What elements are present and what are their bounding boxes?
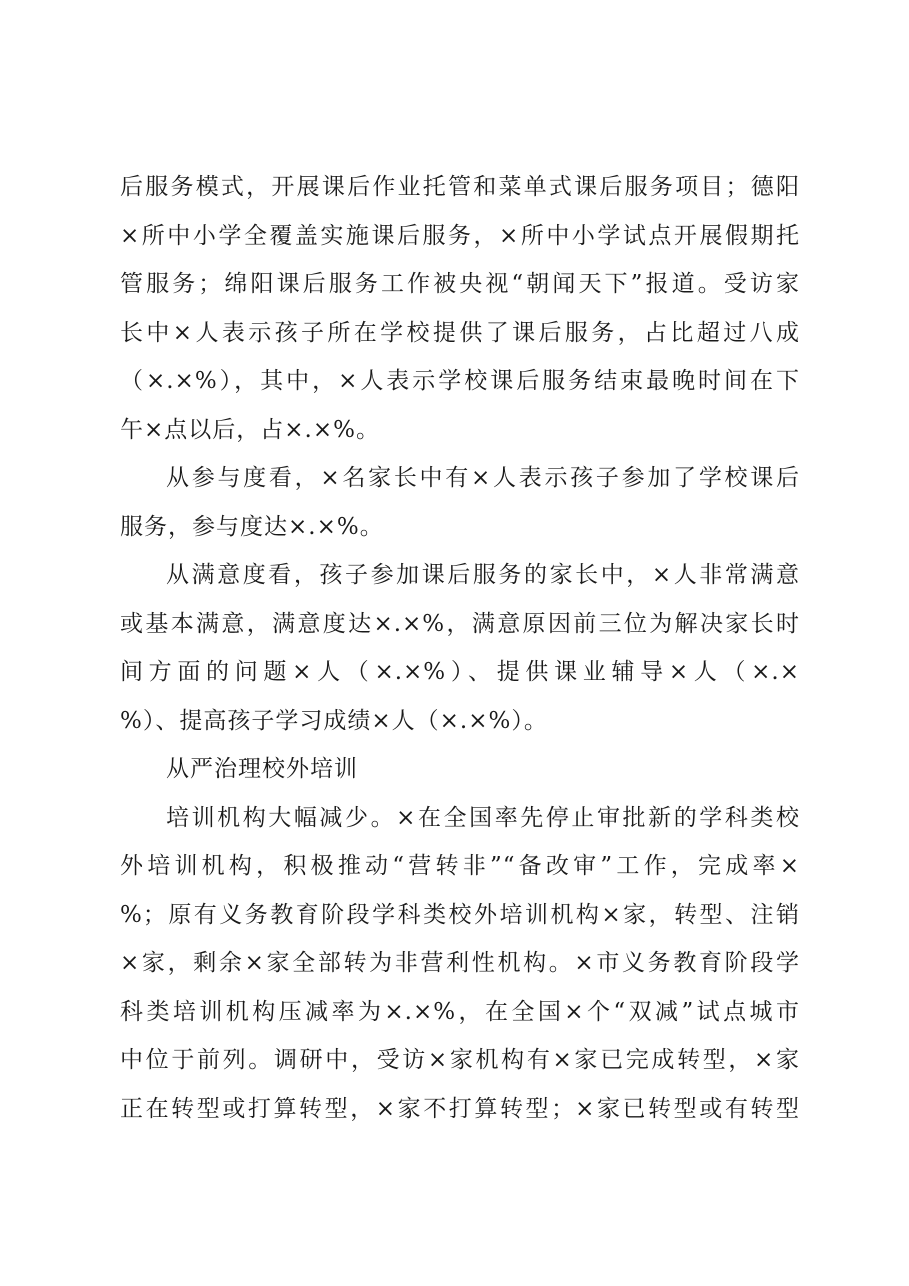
text-line: 间方面的问题×人（×.×%）、提供课业辅导×人（×.× bbox=[120, 659, 800, 685]
text-line: %）、提高孩子学习成绩×人（×.×%）。 bbox=[120, 707, 548, 734]
text-line: 后服务模式，开展课后作业托管和菜单式课后服务项目；德阳 bbox=[120, 174, 800, 200]
text-line: 服务，参与度达×.×%。 bbox=[120, 513, 384, 540]
text-line: 科类培训机构压减率为×.×%，在全国×个“双减”试点城市 bbox=[120, 998, 800, 1025]
text-line: （×.×%），其中，×人表示学校课后服务结束最晚时间在下 bbox=[120, 368, 800, 394]
text-line: 管服务；绵阳课后服务工作被央视“朝闻天下”报道。受访家 bbox=[120, 271, 800, 297]
text-line: 长中×人表示孩子所在学校提供了课后服务，占比超过八成 bbox=[120, 319, 800, 346]
section-heading: 从严治理校外培训 bbox=[166, 756, 358, 782]
text-line: 正在转型或打算转型，×家不打算转型；×家已转型或有转型 bbox=[120, 1095, 800, 1122]
paragraph-start-line: 从满意度看，孩子参加课后服务的家长中，×人非常满意 bbox=[166, 562, 800, 588]
text-line: 或基本满意，满意度达×.×%，满意原因前三位为解决家长时 bbox=[120, 610, 800, 637]
text-line: ×家，剩余×家全部转为非营利性机构。×市义务教育阶段学 bbox=[120, 950, 800, 976]
text-line: 午×点以后，占×.×%。 bbox=[120, 416, 380, 443]
text-line: ×所中小学全覆盖实施课后服务，×所中小学试点开展假期托 bbox=[120, 222, 800, 249]
paragraph-start-line: 从参与度看，×名家长中有×人表示孩子参加了学校课后 bbox=[166, 465, 800, 491]
text-line: %；原有义务教育阶段学科类校外培训机构×家，转型、注销 bbox=[120, 901, 800, 928]
body-text bbox=[120, 163, 800, 1133]
text-line: 外培训机构，积极推动“营转非”“备改审”工作，完成率× bbox=[120, 853, 800, 879]
paragraph-start-line: 培训机构大幅减少。×在全国率先停止审批新的学科类校 bbox=[166, 804, 800, 831]
text-line: 中位于前列。调研中，受访×家机构有×家已完成转型，×家 bbox=[120, 1047, 800, 1073]
